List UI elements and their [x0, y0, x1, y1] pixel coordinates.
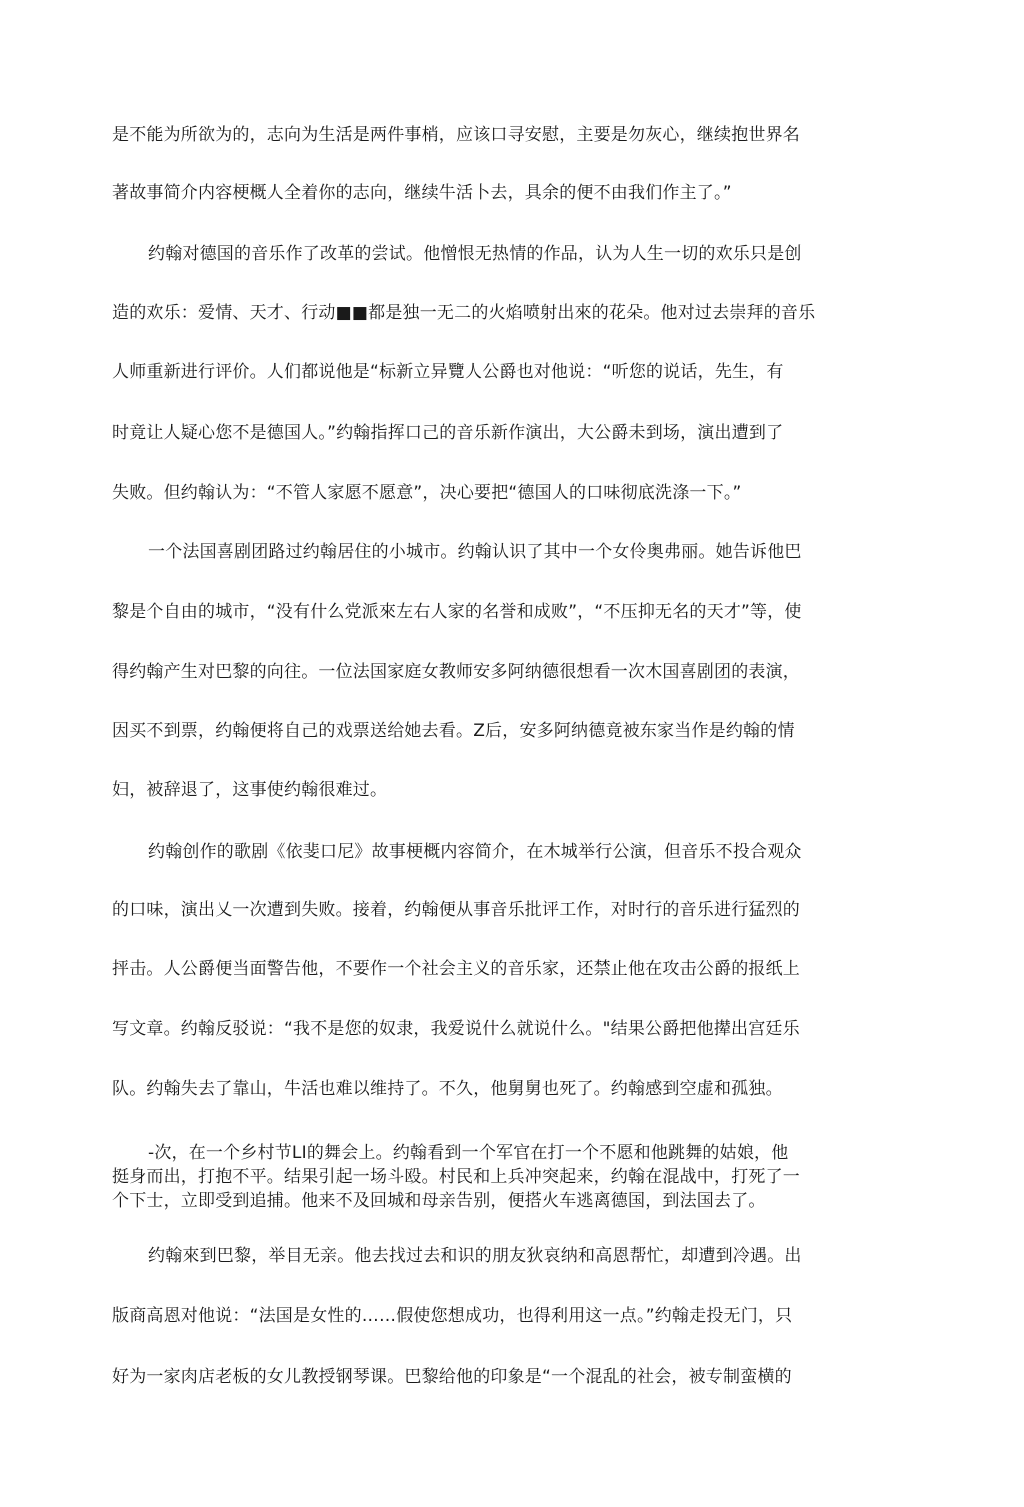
text-line: 妇，被辞退了，这事使约翰很难过。	[112, 780, 388, 800]
paragraph-start-line: 约翰创作的歌剧《依斐口尼》故事梗概内容简介，在木城举行公演，但音乐不投合观众	[148, 842, 802, 862]
text-line: 时竟让人疑心您不是德国人。”约翰指挥口己的音乐新作演出，大公爵未到场，演出遭到了	[112, 423, 784, 443]
text-line: 队。约翰失去了靠山，牛活也难以维持了。不久，他舅舅也死了。约翰感到空虚和孤独。	[112, 1079, 783, 1099]
text-line: 造的欢乐：爱情、天才、行动■■都是独一无二的火焰喷射出來的花朵。他对过去崇拜的音乐	[112, 303, 816, 323]
paragraph-start-line: 一个法国喜剧团路过约翰居住的小城市。约翰认识了其中一个女伶奥弗丽。她告诉他巴	[148, 542, 802, 562]
text-line: 挺身而出，打抱不平。结果引起一场斗殴。村民和上兵冲突起来，约翰在混战中，打死了一	[112, 1167, 800, 1187]
text-line: 写文章。约翰反驳说：“我不是您的奴隶，我爱说什么就说什么。"结果公爵把他撵出宫廷乐	[112, 1019, 800, 1039]
paragraph-start-line: -次，在一个乡村节LI的舞会上。约翰看到一个军官在打一个不愿和他跳舞的姑娘，他	[148, 1143, 789, 1163]
text-line: 人师重新进行评价。人们都说他是“标新立异覽人公爵也对他说：“听您的说话，先生，有	[112, 362, 784, 382]
paragraph-start-line: 约翰來到巴黎，举目无亲。他去找过去和识的朋友狄哀纳和高恩帮忙，却遭到冷遇。出	[148, 1246, 802, 1266]
text-line: 失败。但约翰认为：“不管人家愿不愿意”，决心要把“德国人的口味彻底洗涤一下。”	[112, 483, 742, 503]
text-line: 黎是个自由的城市，“没有什么党派來左右人家的名誉和成败”，“不压抑无名的天才”等，使	[112, 602, 802, 622]
text-line: 的口味，演出乂一次遭到失败。接着，约翰便从事音乐批评工作，对时行的音乐进行猛烈的	[112, 900, 800, 920]
text-line: 抨击。人公爵便当面警告他，不要作一个社会主义的音乐家，还禁止他在攻击公爵的报纸上	[112, 959, 800, 979]
text-line: 是不能为所欲为的，志向为生活是两件事梢，应该口寻安慰，主要是勿灰心，继续抱世界名	[112, 125, 800, 145]
text-line: 著故事简介内容梗概人全着你的志向，继续牛活卜去，具余的便不由我们作主了。”	[112, 183, 732, 203]
text-line: 版商高恩对他说：“法国是女性的……假使您想成功，也得利用这一点。”约翰走投无门，只	[112, 1306, 793, 1326]
text-line: 好为一家肉店老板的女儿教授钢琴课。巴黎给他的印象是“一个混乱的社会，被专制蛮横的	[112, 1367, 792, 1387]
text-line: 得约翰产生对巴黎的向往。一位法国家庭女教师安多阿纳德很想看一次木国喜剧团的表演，	[112, 662, 800, 682]
text-line: 个下士，立即受到追捕。他来不及回城和母亲告别，便搭火车逃离德国，到法国去了。	[112, 1191, 766, 1211]
text-line: 因买不到票，约翰便将自己的戏票送给她去看。Z后，安多阿纳德竟被东家当作是约翰的情	[112, 721, 795, 741]
paragraph-start-line: 约翰对德国的音乐作了改革的尝试。他憎恨无热情的作品，认为人生一切的欢乐只是创	[148, 244, 802, 264]
